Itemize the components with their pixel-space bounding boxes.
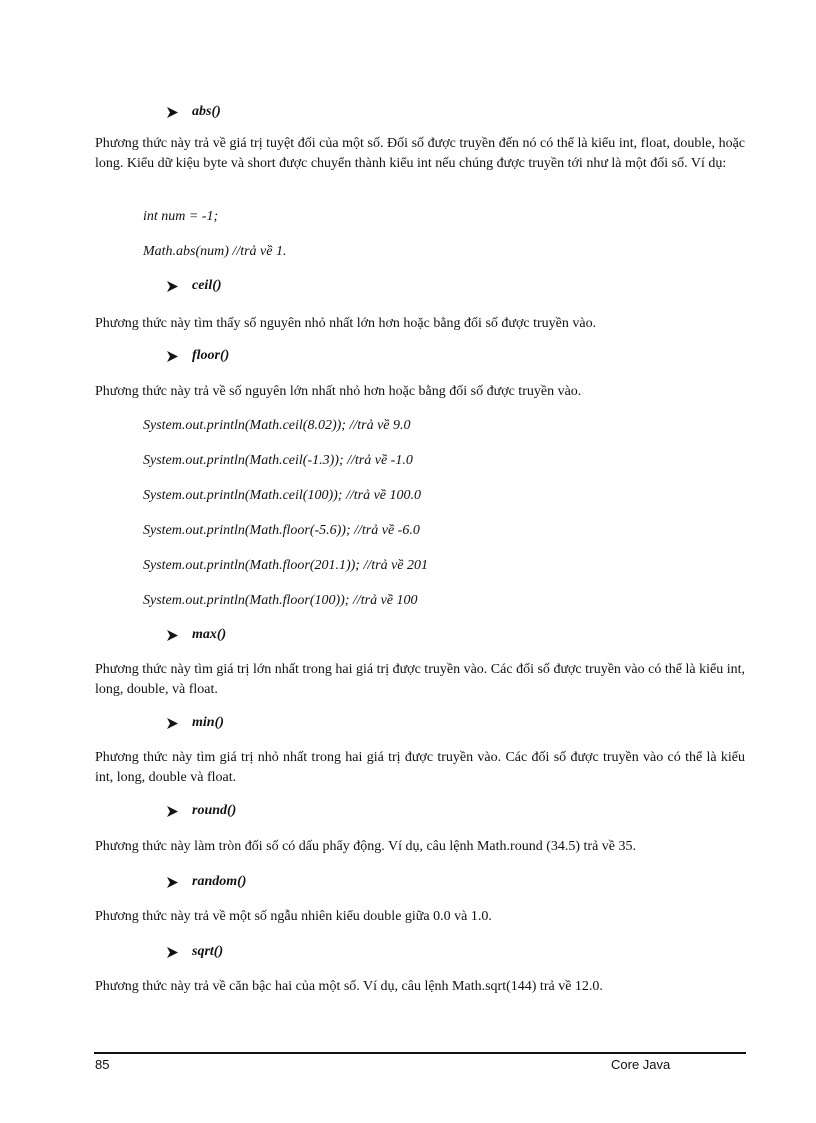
abs-heading-text: abs() xyxy=(192,104,221,119)
random-heading-text: random() xyxy=(192,874,247,889)
floor-heading xyxy=(167,348,229,364)
round-heading xyxy=(167,803,236,819)
arrow-bullet-icon xyxy=(167,877,178,888)
arrow-bullet-icon xyxy=(167,947,178,958)
floor-description: Phương thức này trả về số nguyên lớn nhất nhỏ hơn hoặc bằng đối số được truyền vào. xyxy=(95,384,582,399)
random-description: Phương thức này trả về một số ngẫu nhiên kiểu double giữa 0.0 và 1.0. xyxy=(95,909,492,924)
sqrt-description: Phương thức này trả về căn bậc hai của một số. Ví dụ, câu lệnh Math.sqrt(144) trả về 12.0. xyxy=(95,979,603,994)
floor-code-line-6: System.out.println(Math.floor(100)); //trả về 100 xyxy=(143,593,418,608)
abs-code-line-1: int num = -1; xyxy=(143,209,219,224)
arrow-bullet-icon xyxy=(167,806,178,817)
min-description: Phương thức này tìm giá trị nhỏ nhất trong hai giá trị được truyền vào. Các đối số được truyền vào có thể là kiểu int, long, double và float. xyxy=(95,750,745,785)
max-description: Phương thức này tìm giá trị lớn nhất trong hai giá trị được truyền vào. Các đối số được truyền vào có thể là kiểu int, long, double, và float. xyxy=(95,662,745,697)
abs-description: Phương thức này trả về giá trị tuyệt đối của một số. Đối số được truyền đến nó có thể là kiểu int, float, double, hoặc long. Kiểu dữ kiệu byte và short được chuyển thành kiểu int nếu chúng được truyền tới như là một đối số. Ví dụ: xyxy=(95,136,745,171)
abs-heading xyxy=(167,104,221,120)
ceil-description: Phương thức này tìm thấy số nguyên nhỏ nhất lớn hơn hoặc bằng đối số được truyền vào. xyxy=(95,316,597,331)
floor-code-line-1: System.out.println(Math.ceil(8.02)); //trả về 9.0 xyxy=(143,418,411,433)
footer-divider xyxy=(94,1052,746,1054)
arrow-bullet-icon xyxy=(167,718,178,729)
floor-code-line-2: System.out.println(Math.ceil(-1.3)); //trả về -1.0 xyxy=(143,453,413,468)
min-heading-text: min() xyxy=(192,715,224,730)
sqrt-heading-text: sqrt() xyxy=(192,944,224,959)
ceil-heading xyxy=(167,278,222,294)
sqrt-heading xyxy=(167,944,223,960)
abs-code-line-2: Math.abs(num) //trả về 1. xyxy=(143,244,287,259)
page-number: 85 xyxy=(95,1057,110,1072)
random-heading xyxy=(167,874,246,890)
floor-code-line-3: System.out.println(Math.ceil(100)); //trả về 100.0 xyxy=(143,488,421,503)
round-heading-text: round() xyxy=(192,803,237,818)
max-heading xyxy=(167,627,226,643)
arrow-bullet-icon xyxy=(167,281,178,292)
arrow-bullet-icon xyxy=(167,351,178,362)
ceil-heading-text: ceil() xyxy=(192,278,222,293)
arrow-bullet-icon xyxy=(167,107,178,118)
floor-code-line-5: System.out.println(Math.floor(201.1)); //trả về 201 xyxy=(143,558,429,573)
max-heading-text: max() xyxy=(192,627,227,642)
footer-title: Core Java xyxy=(611,1057,671,1072)
floor-heading-text: floor() xyxy=(192,348,230,363)
round-description: Phương thức này làm tròn đối số có dấu phẩy động. Ví dụ, câu lệnh Math.round (34.5) trả về 35. xyxy=(95,839,637,854)
min-heading xyxy=(167,715,224,731)
floor-code-line-4: System.out.println(Math.floor(-5.6)); //trả về -6.0 xyxy=(143,523,420,538)
arrow-bullet-icon xyxy=(167,630,178,641)
